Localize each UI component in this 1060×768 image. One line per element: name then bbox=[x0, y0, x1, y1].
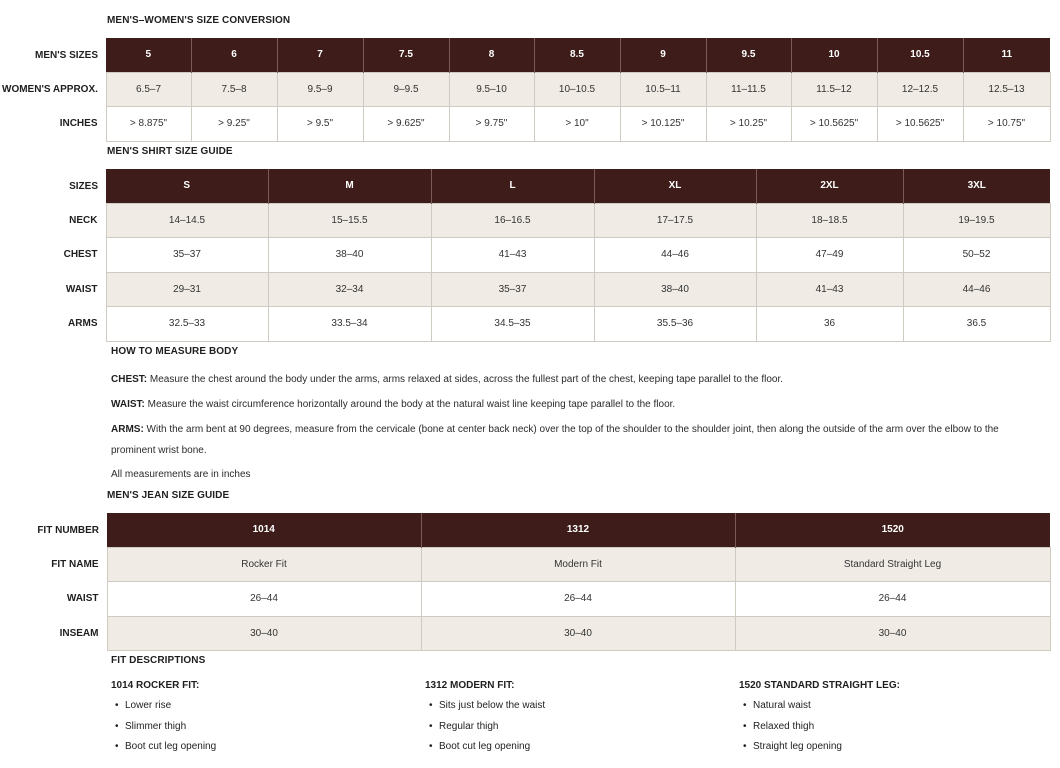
mens-size-cell: 8.5 bbox=[534, 38, 620, 72]
shirt-guide-title: MEN'S SHIRT SIZE GUIDE bbox=[107, 146, 233, 157]
list-item: • Relaxed thigh bbox=[739, 721, 1039, 742]
arms-cell: 35.5–36 bbox=[594, 306, 756, 341]
inseam-cell: 30–40 bbox=[735, 616, 1050, 650]
womens-size-cell: 9.5–9 bbox=[277, 72, 363, 106]
row-label-waist: WAIST bbox=[0, 272, 106, 306]
arms-row bbox=[0, 306, 1050, 341]
mens-size-cell: 9.5 bbox=[706, 38, 791, 72]
neck-cell: 14–14.5 bbox=[106, 203, 268, 237]
waist-instruction bbox=[111, 394, 1041, 415]
conversion-title: MEN'S–WOMEN'S SIZE CONVERSION bbox=[107, 15, 291, 26]
chest-instruction-label: CHEST: bbox=[111, 374, 148, 385]
row-label-fit-name: FIT NAME bbox=[0, 547, 107, 581]
neck-row bbox=[0, 203, 1050, 237]
mens-size-cell: 8 bbox=[449, 38, 534, 72]
fit-description-heading: 1312 MODERN FIT: bbox=[425, 680, 515, 691]
list-item: • Lower rise bbox=[111, 700, 411, 721]
inches-row bbox=[0, 106, 1050, 141]
jean-guide-title: MEN'S JEAN SIZE GUIDE bbox=[107, 490, 230, 501]
inseam-cell: 30–40 bbox=[421, 616, 735, 650]
size-conversion-table bbox=[0, 38, 1051, 142]
neck-cell: 18–18.5 bbox=[756, 203, 903, 237]
fit-feature-list bbox=[739, 700, 1039, 762]
waist-cell: 41–43 bbox=[756, 272, 903, 306]
fit-description-standard bbox=[739, 680, 1039, 762]
neck-cell: 15–15.5 bbox=[268, 203, 431, 237]
inches-cell: > 10" bbox=[534, 106, 620, 141]
arms-cell: 36 bbox=[756, 306, 903, 341]
jean-size-table bbox=[0, 513, 1051, 651]
womens-size-cell: 11.5–12 bbox=[791, 72, 877, 106]
shirt-sizes-row bbox=[0, 169, 1050, 203]
shirt-size-cell: 3XL bbox=[903, 169, 1050, 203]
fit-number-cell: 1520 bbox=[735, 513, 1050, 547]
row-label-neck: NECK bbox=[0, 203, 106, 237]
fit-feature-list bbox=[425, 700, 725, 762]
list-item: • Straight leg opening bbox=[739, 741, 1039, 762]
list-item: • Sits just below the waist bbox=[425, 700, 725, 721]
shirt-size-cell: M bbox=[268, 169, 431, 203]
waist-cell: 38–40 bbox=[594, 272, 756, 306]
fit-description-heading: 1014 ROCKER FIT: bbox=[111, 680, 200, 691]
list-item: • Regular thigh bbox=[425, 721, 725, 742]
womens-size-cell: 10–10.5 bbox=[534, 72, 620, 106]
fit-name-cell: Standard Straight Leg bbox=[735, 547, 1050, 581]
mens-size-cell: 10.5 bbox=[877, 38, 963, 72]
arms-cell: 34.5–35 bbox=[431, 306, 594, 341]
neck-cell: 16–16.5 bbox=[431, 203, 594, 237]
mens-size-cell: 7 bbox=[277, 38, 363, 72]
neck-cell: 17–17.5 bbox=[594, 203, 756, 237]
jean-waist-cell: 26–44 bbox=[735, 581, 1050, 616]
jean-waist-row bbox=[0, 581, 1050, 616]
fit-name-cell: Modern Fit bbox=[421, 547, 735, 581]
row-label-womens-approx: WOMEN'S APPROX. bbox=[0, 72, 106, 106]
mens-size-cell: 7.5 bbox=[363, 38, 449, 72]
list-item: • Boot cut leg opening bbox=[111, 741, 411, 762]
row-label-mens-sizes: MEN'S SIZES bbox=[0, 38, 106, 72]
list-item: • Natural waist bbox=[739, 700, 1039, 721]
shirt-size-cell: XL bbox=[594, 169, 756, 203]
chest-cell: 44–46 bbox=[594, 237, 756, 272]
row-label-fit-number: FIT NUMBER bbox=[0, 513, 107, 547]
inches-cell: > 10.5625" bbox=[877, 106, 963, 141]
fit-name-cell: Rocker Fit bbox=[107, 547, 421, 581]
shirt-size-table bbox=[0, 169, 1051, 342]
row-label-sizes: SIZES bbox=[0, 169, 106, 203]
waist-instruction-text: Measure the waist circumference horizontally around the body at the natural waist line keeping tape parallel to the floor. bbox=[144, 399, 676, 410]
chest-cell: 35–37 bbox=[106, 237, 268, 272]
womens-size-cell: 6.5–7 bbox=[106, 72, 191, 106]
womens-approx-row bbox=[0, 72, 1050, 106]
how-to-measure-title: HOW TO MEASURE BODY bbox=[111, 346, 239, 357]
chest-cell: 41–43 bbox=[431, 237, 594, 272]
inches-cell: > 9.25" bbox=[191, 106, 277, 141]
row-label-chest: CHEST bbox=[0, 237, 106, 272]
row-label-inseam: INSEAM bbox=[0, 616, 107, 650]
fit-number-row bbox=[0, 513, 1050, 547]
inches-cell: > 10.25" bbox=[706, 106, 791, 141]
list-item: • Slimmer thigh bbox=[111, 721, 411, 742]
list-item: • Boot cut leg opening bbox=[425, 741, 725, 762]
inseam-cell: 30–40 bbox=[107, 616, 421, 650]
waist-cell: 35–37 bbox=[431, 272, 594, 306]
shirt-waist-row bbox=[0, 272, 1050, 306]
arms-cell: 33.5–34 bbox=[268, 306, 431, 341]
mens-sizes-row bbox=[0, 38, 1050, 72]
row-label-inches: INCHES bbox=[0, 106, 106, 141]
arms-cell: 32.5–33 bbox=[106, 306, 268, 341]
row-label-arms: ARMS bbox=[0, 306, 106, 341]
waist-cell: 32–34 bbox=[268, 272, 431, 306]
fit-name-row bbox=[0, 547, 1050, 581]
mens-size-cell: 11 bbox=[963, 38, 1050, 72]
womens-size-cell: 9.5–10 bbox=[449, 72, 534, 106]
chest-cell: 50–52 bbox=[903, 237, 1050, 272]
shirt-size-cell: 2XL bbox=[756, 169, 903, 203]
mens-size-cell: 5 bbox=[106, 38, 191, 72]
inches-cell: > 9.75" bbox=[449, 106, 534, 141]
fit-feature-list bbox=[111, 700, 411, 762]
shirt-size-cell: L bbox=[431, 169, 594, 203]
fit-description-modern bbox=[425, 680, 725, 762]
chest-row bbox=[0, 237, 1050, 272]
neck-cell: 19–19.5 bbox=[903, 203, 1050, 237]
womens-size-cell: 9–9.5 bbox=[363, 72, 449, 106]
mens-size-cell: 10 bbox=[791, 38, 877, 72]
inches-cell: > 8.875" bbox=[106, 106, 191, 141]
arms-instruction bbox=[111, 419, 1041, 461]
chest-instruction-text: Measure the chest around the body under the arms, arms relaxed at sides, across the fullest part of the chest, keeping tape parallel to the floor. bbox=[147, 374, 784, 385]
fit-number-cell: 1014 bbox=[107, 513, 421, 547]
fit-descriptions-title: FIT DESCRIPTIONS bbox=[111, 655, 206, 666]
arms-instruction-label: ARMS: bbox=[111, 424, 144, 435]
jean-waist-cell: 26–44 bbox=[421, 581, 735, 616]
row-label-jean-waist: WAIST bbox=[0, 581, 107, 616]
jean-waist-cell: 26–44 bbox=[107, 581, 421, 616]
chest-cell: 47–49 bbox=[756, 237, 903, 272]
inches-cell: > 10.75" bbox=[963, 106, 1050, 141]
womens-size-cell: 11–11.5 bbox=[706, 72, 791, 106]
measurements-note: All measurements are in inches bbox=[111, 469, 251, 480]
waist-cell: 29–31 bbox=[106, 272, 268, 306]
inches-cell: > 9.625" bbox=[363, 106, 449, 141]
shirt-size-cell: S bbox=[106, 169, 268, 203]
fit-number-cell: 1312 bbox=[421, 513, 735, 547]
womens-size-cell: 12–12.5 bbox=[877, 72, 963, 106]
fit-description-heading: 1520 STANDARD STRAIGHT LEG: bbox=[739, 680, 900, 691]
waist-instruction-label: WAIST: bbox=[111, 399, 145, 410]
mens-size-cell: 9 bbox=[620, 38, 706, 72]
inches-cell: > 10.125" bbox=[620, 106, 706, 141]
womens-size-cell: 10.5–11 bbox=[620, 72, 706, 106]
chest-instruction bbox=[111, 369, 1041, 390]
waist-cell: 44–46 bbox=[903, 272, 1050, 306]
inseam-row bbox=[0, 616, 1050, 650]
arms-instruction-text: With the arm bent at 90 degrees, measure from the cervicale (bone at center back neck) over the top of the shoulder to the shoulder joint, then along the outside of the arm over the elbow to the prominent wrist bone. bbox=[111, 424, 999, 456]
inches-cell: > 10.5625" bbox=[791, 106, 877, 141]
arms-cell: 36.5 bbox=[903, 306, 1050, 341]
inches-cell: > 9.5" bbox=[277, 106, 363, 141]
womens-size-cell: 7.5–8 bbox=[191, 72, 277, 106]
fit-description-rocker bbox=[111, 680, 411, 762]
chest-cell: 38–40 bbox=[268, 237, 431, 272]
mens-size-cell: 6 bbox=[191, 38, 277, 72]
womens-size-cell: 12.5–13 bbox=[963, 72, 1050, 106]
